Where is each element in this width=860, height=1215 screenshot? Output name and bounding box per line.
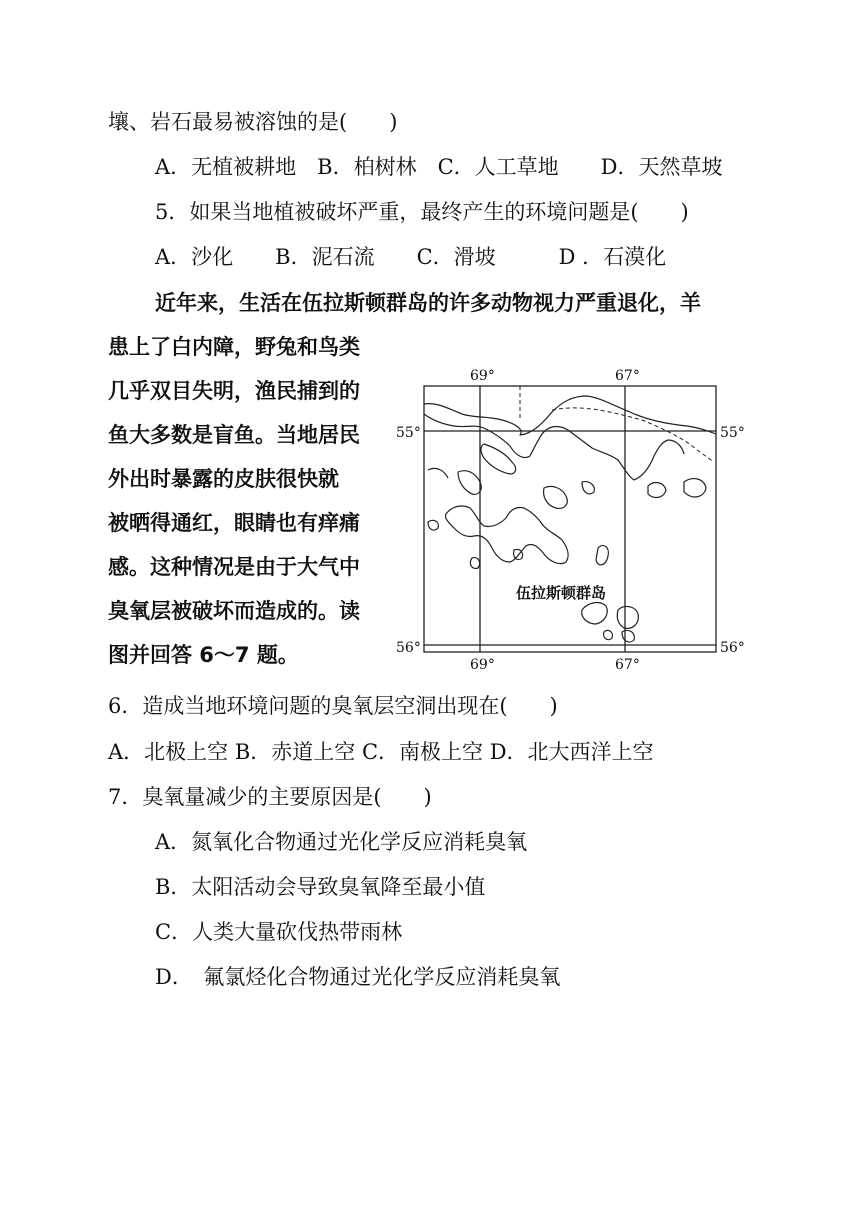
- question-5-options: A．沙化 B．泥石流 C．滑坡 D ．石漠化: [155, 245, 667, 269]
- latitude-label-top-left: 55°: [396, 425, 421, 441]
- question-4-options: A．无植被耕地 B．柏树林 C．人工草地 D．天然草坡: [155, 155, 723, 179]
- passage-line: 鱼大多数是盲鱼。当地居民: [108, 423, 360, 447]
- question-6-stem: 6．造成当地环境问题的臭氧层空洞出现在( ): [108, 694, 558, 718]
- boundary-dashed-lines: [520, 386, 714, 462]
- passage-line: 外出时暴露的皮肤很快就: [108, 467, 339, 491]
- longitude-label-top-left: 69°: [470, 368, 495, 384]
- question-7-stem: 7．臭氧量减少的主要原因是( ): [108, 785, 432, 809]
- island-label: 伍拉斯顿群岛: [516, 584, 607, 602]
- passage-line: 几乎双目失明，渔民捕到的: [108, 379, 360, 403]
- latitude-label-top-right: 55°: [720, 425, 745, 441]
- passage-line: 被晒得通红，眼睛也有痒痛: [108, 511, 360, 535]
- latitude-label-bottom-left: 56°: [396, 640, 421, 656]
- question-7-option-b: B．太阳活动会导致臭氧降至最小值: [155, 875, 486, 899]
- longitude-label-bottom-right: 67°: [615, 657, 640, 672]
- wollaston-islands-map: [392, 362, 752, 672]
- coastlines: [424, 396, 716, 642]
- question-7-option-d: D． 氟氯烃化合物通过光化学反应消耗臭氧: [155, 965, 561, 989]
- passage-line: 近年来，生活在伍拉斯顿群岛的许多动物视力严重退化，羊: [155, 291, 701, 315]
- passage-line: 感。这种情况是由于大气中: [108, 555, 360, 579]
- question-4-stem-tail: 壤、岩石最易被溶蚀的是( ): [108, 110, 398, 134]
- passage-line: 患上了白内障，野兔和鸟类: [108, 335, 360, 359]
- passage-line: 臭氧层被破坏而造成的。读: [108, 599, 360, 623]
- passage-line: 图并回答 6～7 题。: [108, 643, 299, 667]
- question-7-option-c: C．人类大量砍伐热带雨林: [155, 920, 403, 944]
- question-7-option-a: A．氮氧化合物通过光化学反应消耗臭氧: [155, 830, 528, 854]
- latitude-label-bottom-right: 56°: [720, 640, 745, 656]
- question-5-stem: 5．如果当地植被破坏严重，最终产生的环境问题是( ): [155, 200, 689, 224]
- longitude-label-bottom-left: 69°: [470, 657, 495, 672]
- longitude-label-top-right: 67°: [615, 368, 640, 384]
- question-6-options: A．北极上空 B．赤道上空 C．南极上空 D．北大西洋上空: [108, 740, 654, 764]
